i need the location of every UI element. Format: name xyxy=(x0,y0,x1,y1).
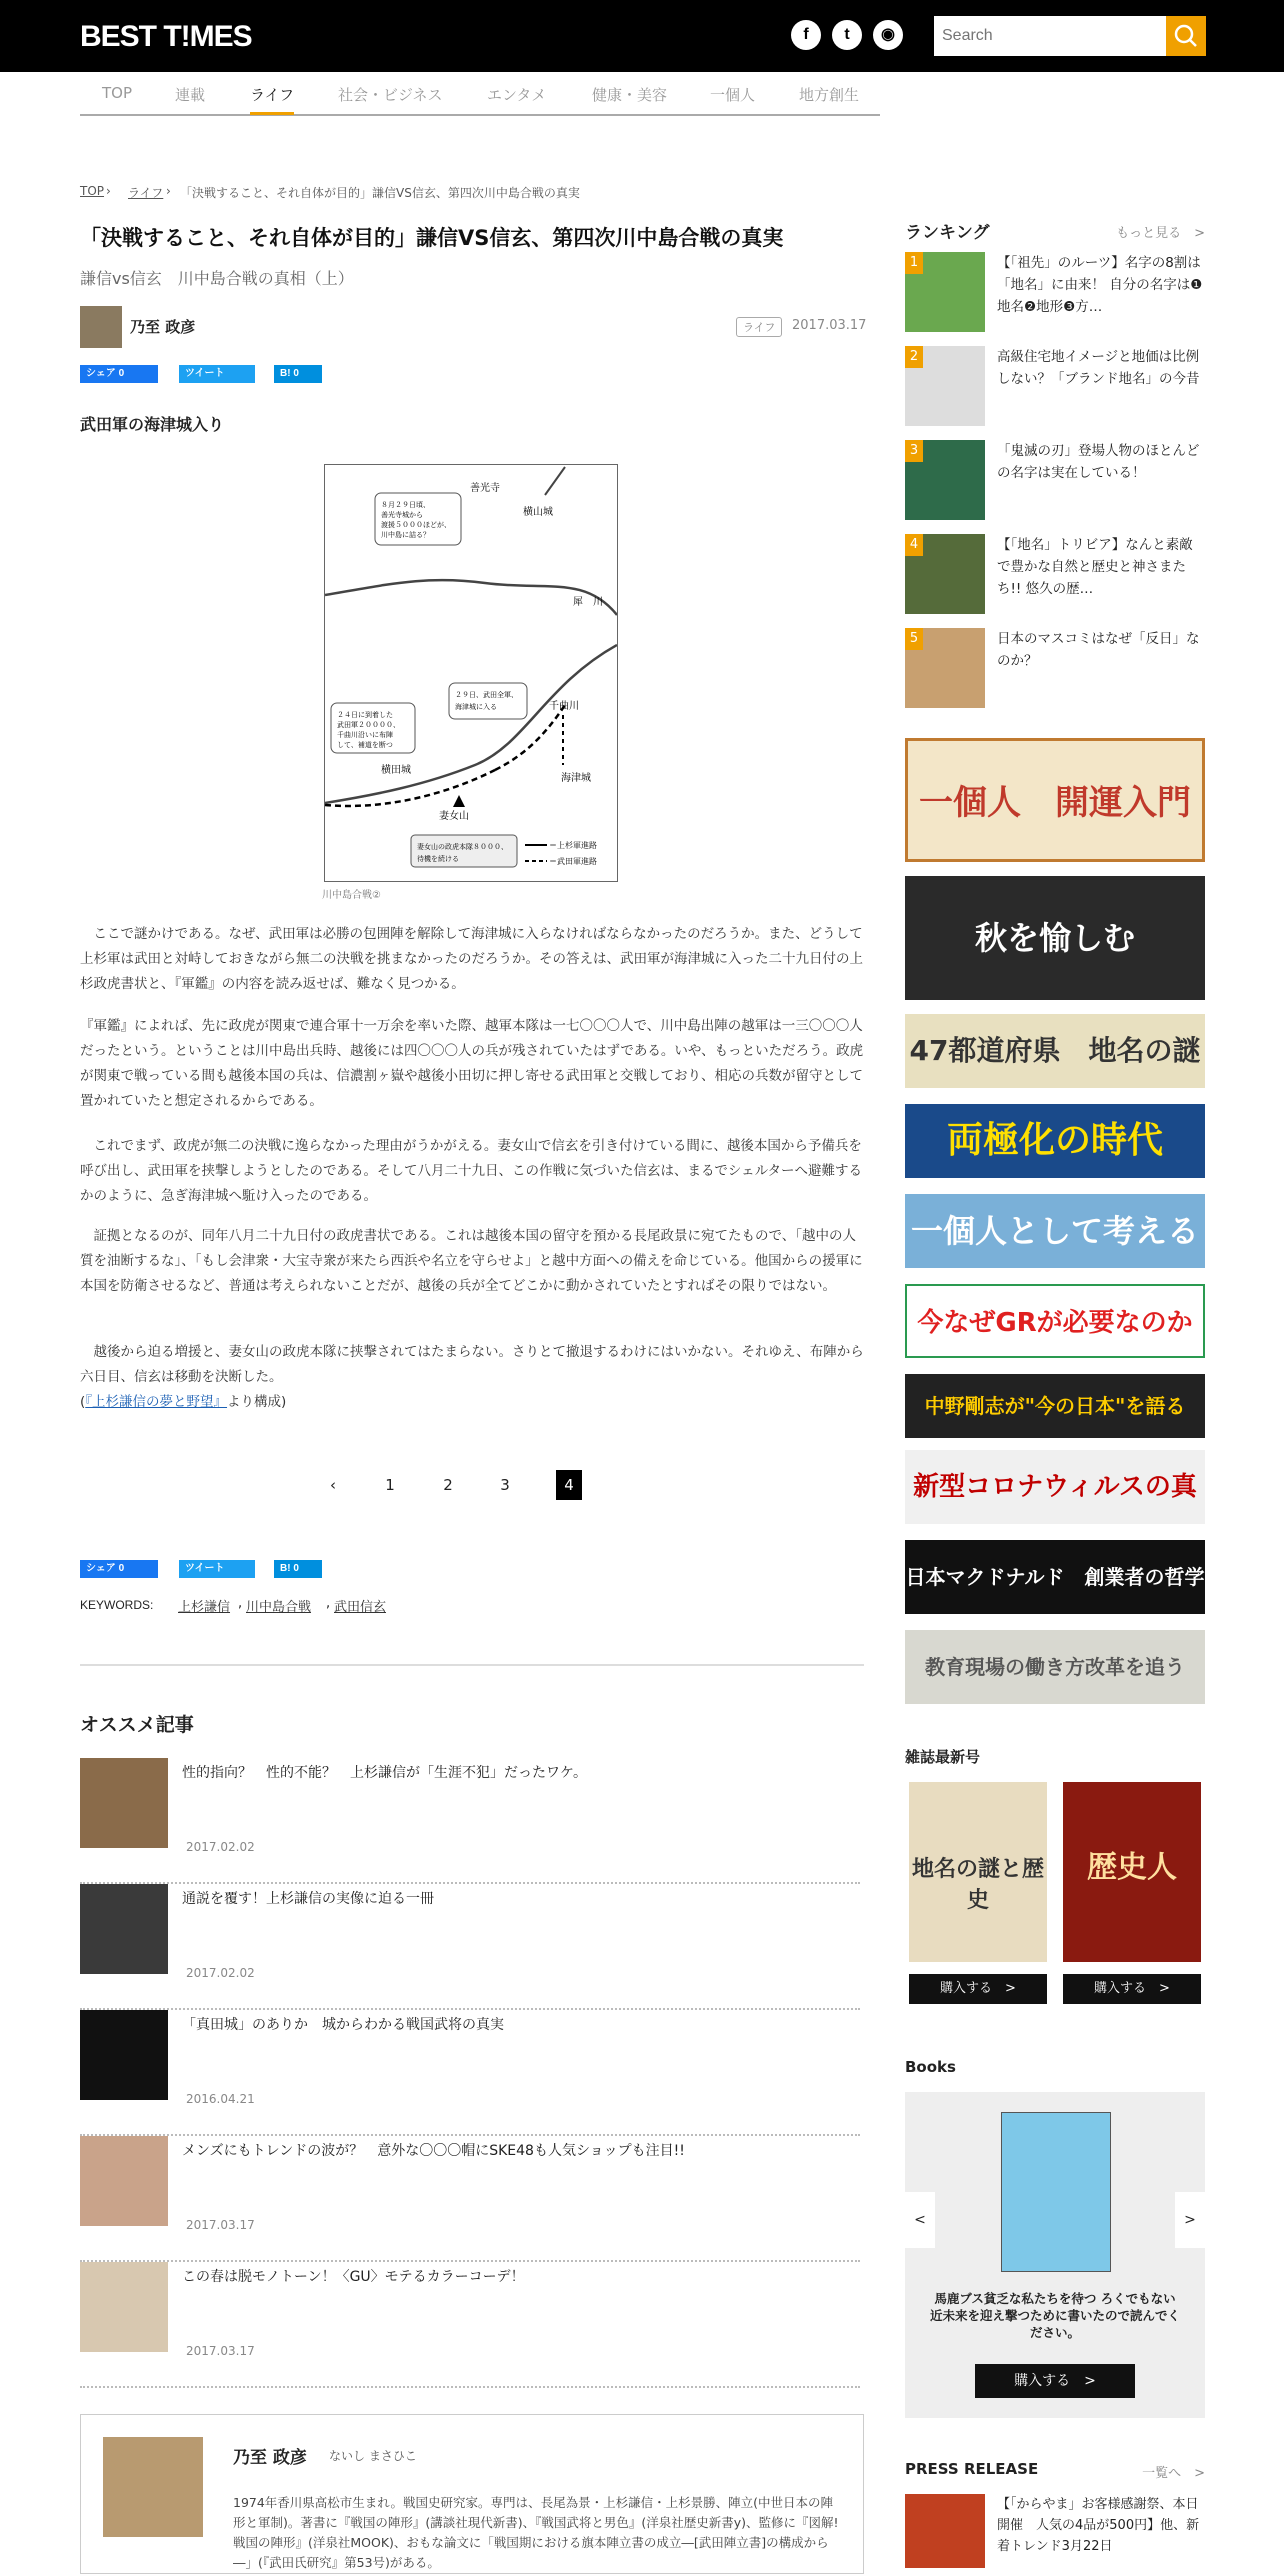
banner-chimei[interactable]: 47都道府県 地名の謎 xyxy=(905,1014,1205,1088)
nav-life[interactable]: ライフ xyxy=(250,86,295,104)
ranking-item[interactable]: 2 高級住宅地イメージと地価は比例しない？「ブランド地名」の今昔 xyxy=(905,346,1205,428)
rss-icon[interactable]: ◉ xyxy=(873,20,903,50)
svg-text:海津城に入る: 海津城に入る xyxy=(455,703,497,711)
ranking-item[interactable]: 3 「鬼滅の刃」登場人物のほとんどの名字は実在している！ xyxy=(905,440,1205,522)
source-book-link[interactable]: 『上杉謙信の夢と野望』 xyxy=(85,1394,228,1410)
banner-kyoiku[interactable]: 教育現場の働き方改革を追う xyxy=(905,1630,1205,1704)
press-release-heading: PRESS RELEASE xyxy=(905,2460,1039,2478)
article-paragraph: ここで謎かけである。なぜ、武田軍は必勝の包囲陣を解除して海津城に入らなければならなかったのだろうか。また、どうして上杉軍は武田と対峙しておきながら無二の決戦を挑まなかったのだろうか。その答えは、武田軍が海津城に入った二十九日付の上杉政虎書状と、『軍鑑』の内容を読み返せば、難なく見つかる。 xyxy=(80,926,863,992)
section-heading: 武田軍の海津城入り xyxy=(80,415,225,434)
books-carousel xyxy=(905,2092,1205,2418)
map-label-zenkoji: 善光寺 xyxy=(470,483,500,494)
article-title: 「決戦すること、それ自体が目的」謙信VS信玄、第四次川中島合戦の真実 xyxy=(80,226,784,250)
svg-text:武田軍２００００、: 武田軍２００００、 xyxy=(337,721,400,729)
nav-health-beauty[interactable]: 健康・美容 xyxy=(592,86,668,104)
banner-aki[interactable]: 秋を愉しむ xyxy=(905,876,1205,1000)
svg-text:８月２９日頃、: ８月２９日頃、 xyxy=(381,501,430,509)
pagination-page-3[interactable]: 3 xyxy=(500,1476,510,1494)
svg-text:渡援５０００ほどが、: 渡援５０００ほどが、 xyxy=(381,521,451,529)
banner-ryokyokuka[interactable]: 両極化の時代 xyxy=(905,1104,1205,1178)
nav-series[interactable]: 連載 xyxy=(175,86,206,104)
main-nav xyxy=(80,72,880,116)
map-legend-takeda: ＝武田軍進路 xyxy=(549,857,597,866)
banner-corona[interactable]: 新型コロナウィルスの真 xyxy=(905,1450,1205,1524)
svg-text:川中島に詰る？: 川中島に詰る？ xyxy=(381,531,430,539)
site-header xyxy=(0,0,1284,72)
magazine-cover[interactable]: 地名の謎と歴史 xyxy=(909,1782,1047,1962)
svg-text:して、補道を断つ: して、補道を断つ xyxy=(337,741,393,749)
banner-gr[interactable]: 今なぜGRが必要なのか xyxy=(905,1284,1205,1358)
recommended-item[interactable]: この春は脱モノトーン！〈GU〉モテるカラーコーデ！ 2017.03.17 xyxy=(80,2262,860,2388)
site-logo[interactable]: BEST T!MES xyxy=(80,20,252,53)
map-label-tsumajo: 妻女山 xyxy=(439,811,469,822)
twitter-share-button[interactable]: ツイート xyxy=(179,365,255,383)
author-profile xyxy=(80,2414,864,2574)
search-input[interactable] xyxy=(934,16,1166,56)
magazine-buy-button[interactable]: 購入する > xyxy=(909,1974,1047,2004)
nav-regional[interactable]: 地方創生 xyxy=(799,86,860,104)
svg-text:２９日、武田全軍、: ２９日、武田全軍、 xyxy=(455,691,518,699)
map-label-yokoyama: 横山城 xyxy=(523,507,553,518)
article-paragraph: これでまず、政虎が無二の決戦に逸らなかった理由がうかがえる。妻女山で信玄を引き付けている間に、越後本国から予備兵を呼び出し、武田軍を挟撃しようとしたのである。そして八月二十九日、この作戦に気づいた信玄は、まるでシェルターへ避難するかのように、急ぎ海津城へ駈け入ったのである。 xyxy=(80,1138,863,1204)
search-icon xyxy=(1166,16,1206,56)
recommended-heading: オススメ記事 xyxy=(80,1714,194,1736)
keyword-link[interactable]: 武田信玄 xyxy=(334,1600,387,1615)
magazine-cover[interactable]: 歴史人 xyxy=(1063,1782,1201,1962)
article-subtitle: 謙信vs信玄 川中島合戦の真相（上） xyxy=(80,269,354,288)
map-label-yokota: 横田城 xyxy=(381,765,411,776)
carousel-next-button[interactable]: > xyxy=(1175,2192,1205,2248)
twitter-share-button-bottom[interactable]: ツイート xyxy=(179,1560,255,1578)
category-tag[interactable]: ライフ xyxy=(736,317,782,337)
keyword-link[interactable]: 川中島合戦 xyxy=(246,1600,312,1615)
recommended-thumbnail xyxy=(80,1758,168,1848)
recommended-item[interactable]: 性的指向？ 性的不能？ 上杉謙信が「生涯不犯」だったワケ。 2017.02.02 xyxy=(80,1758,860,1884)
divider xyxy=(80,1664,864,1666)
author-name[interactable]: 乃至 政彦 xyxy=(130,318,196,336)
breadcrumb-top[interactable]: TOP xyxy=(80,184,105,198)
ranking-item[interactable]: 5 日本のマスコミはなぜ「反日」なのか？ xyxy=(905,628,1205,710)
banner-kaiun[interactable]: 一個人 開運入門 xyxy=(905,738,1205,862)
keyword-link[interactable]: 上杉謙信 xyxy=(178,1600,231,1615)
svg-text:千曲川沿いに布陣: 千曲川沿いに布陣 xyxy=(337,731,393,739)
breadcrumb-current: 「決戦すること、それ自体が目的」謙信VS信玄、第四次川中島合戦の真実 xyxy=(180,186,580,200)
map-label-kaizu: 海津城 xyxy=(561,773,591,784)
hatena-share-button-bottom[interactable]: B! 0 xyxy=(274,1560,322,1578)
nav-entertainment[interactable]: エンタメ xyxy=(487,86,547,104)
map-legend-uesugi: ＝上杉軍進路 xyxy=(549,841,597,850)
ranking-item[interactable]: 4 【「地名」トリビア】なんと素敵で豊かな自然と歴史と神さまたち!! 悠久の歴… xyxy=(905,534,1205,616)
facebook-share-button-bottom[interactable]: シェア 0 xyxy=(80,1560,158,1578)
pagination-page-2[interactable]: 2 xyxy=(443,1476,453,1494)
book-cover[interactable] xyxy=(1001,2112,1111,2272)
article-date: 2017.03.17 xyxy=(792,318,867,333)
nav-society-business[interactable]: 社会・ビジネス xyxy=(338,86,443,104)
source-line: (『上杉謙信の夢と野望』より構成) xyxy=(80,1394,287,1410)
magazine-heading: 雑誌最新号 xyxy=(905,1748,981,1766)
keywords-label: KEYWORDS: xyxy=(80,1598,154,1612)
banner-mcdonalds[interactable]: 日本マクドナルド 創業者の哲学 xyxy=(905,1540,1205,1614)
press-release-more-link[interactable]: 一覧へ > xyxy=(1142,2466,1205,2481)
recommended-item[interactable]: 通説を覆す！上杉謙信の実像に迫る一冊 2017.02.02 xyxy=(80,1884,860,2010)
recommended-thumbnail xyxy=(80,2010,168,2100)
author-bio: 1974年香川県高松市生まれ。戦国史研究家。専門は、長尾為景・上杉謙信・上杉景勝、陣立(中世日本の陣形と軍制)。著書に『戦国の陣形』(講談社現代新書)、『戦国武将と男色』(洋泉社歴史新書y)、監修に『図解! 戦国の陣形』(洋泉社MOOK)、おもな論文に「戦国期における旗本陣立書の成立―[武田陣立書]の構成から―」(『武田氏研究』第53号)がある。 xyxy=(233,2495,839,2570)
search-button[interactable] xyxy=(1166,16,1206,56)
pagination-page-4[interactable]: 4 xyxy=(556,1470,582,1500)
breadcrumb-life[interactable]: ライフ xyxy=(128,186,164,200)
press-release-thumbnail xyxy=(905,2494,985,2568)
recommended-item[interactable]: 「真田城」のありか 城からわかる戦国武将の真実 2016.04.21 xyxy=(80,2010,860,2136)
twitter-icon[interactable]: t xyxy=(832,20,862,50)
books-heading: Books xyxy=(905,2058,956,2076)
book-title: 馬鹿ブス貧乏な私たちを待つ ろくでもない近未来を迎え撃つために書いたので読んでください。 xyxy=(929,2291,1180,2340)
article-paragraph: 証拠となるのが、同年八月二十九日付の政虎書状である。これは越後本国の留守を預かる長尾政景に宛てたもので、「越中の人質を油断するな」、「もし会津衆・大宝寺衆が来たら西浜や名立を守らせよ」と越中方面への備えを命じている。他国からの援軍に本国を防衛させるなど、普通は考えられないことだが、越後の兵が全てどこかに動かされていたとすればその限りではない。 xyxy=(80,1228,863,1294)
recommended-thumbnail xyxy=(80,1884,168,1974)
recommended-thumbnail xyxy=(80,2136,168,2226)
author-avatar[interactable] xyxy=(80,306,122,348)
battle-map xyxy=(324,464,618,882)
map-label-saigawa: 犀 川 xyxy=(573,597,603,608)
recommended-thumbnail xyxy=(80,2262,168,2352)
press-release-item[interactable]: 【「からやま」お客様感謝祭、本日開催 人気の4品が500円】他、新着トレンド3月22日 xyxy=(905,2494,1205,2568)
ranking-more-link[interactable]: もっと見る > xyxy=(1116,226,1205,241)
banner-ikkojin[interactable]: 一個人として考える xyxy=(905,1194,1205,1268)
article-paragraph: 『軍鑑』によれば、先に政虎が関東で連合軍十一万余を率いた際、越軍本隊は一七〇〇〇人で、川中島出陣の越軍は一三〇〇〇人だったという。ということは川中島出兵時、越後には四〇〇〇人の兵が残されていたはずである。いや、もっといただろう。政虎が関東で戦っている間も越後本国の兵は、信濃割ヶ嶽や越後小田切に押し寄せる武田軍と交戦しており、相応の兵数が留守として置かれていたと想定されるからである。 xyxy=(80,1018,864,1109)
carousel-prev-button[interactable]: < xyxy=(905,2192,935,2248)
ranking-item[interactable]: 1 【「祖先」のルーツ】名字の8割は「地名」に由来！ 自分の名字は❶地名❷地形❸方… xyxy=(905,252,1205,334)
pagination-page-1[interactable]: 1 xyxy=(385,1476,395,1494)
magazine-buy-button[interactable]: 購入する > xyxy=(1063,1974,1201,2004)
author-photo xyxy=(103,2437,203,2537)
svg-text:善光寺城から: 善光寺城から xyxy=(381,511,423,519)
recommended-item[interactable]: メンズにもトレンドの波が？ 意外な〇〇〇帽にSKE48も人気ショップも注目!! 2017.03.17 xyxy=(80,2136,860,2262)
article-paragraph: 越後から迫る増援と、妻女山の政虎本隊に挟撃されてはたまらない。さりとて撤退するわけにはいかない。それゆえ、布陣から六日目、信玄は移動を決断した。 xyxy=(80,1344,864,1385)
pagination-prev[interactable]: ‹ xyxy=(330,1476,336,1494)
nav-top[interactable]: TOP xyxy=(102,84,133,102)
ranking-heading: ランキング xyxy=(905,223,990,243)
banner-nakano[interactable]: 中野剛志が"今の日本"を語る xyxy=(905,1374,1205,1438)
map-caption: 川中島合戦② xyxy=(322,890,381,901)
book-buy-button[interactable]: 購入する > xyxy=(975,2364,1135,2398)
svg-text:２４日に到着した: ２４日に到着した xyxy=(337,711,393,719)
facebook-icon[interactable]: f xyxy=(791,20,821,50)
author-profile-kana: ないし まさひこ xyxy=(329,2449,417,2463)
hatena-share-button[interactable]: B! 0 xyxy=(274,365,322,383)
nav-ikkojin[interactable]: 一個人 xyxy=(710,86,756,104)
svg-text:千曲川: 千曲川 xyxy=(549,701,579,712)
svg-text:妻女山の政虎本隊８０００、: 妻女山の政虎本隊８０００、 xyxy=(417,843,508,851)
svg-text:待機を続ける: 待機を続ける xyxy=(417,855,459,863)
author-profile-name[interactable]: 乃至 政彦 xyxy=(233,2448,307,2468)
facebook-share-button[interactable]: シェア 0 xyxy=(80,365,158,383)
